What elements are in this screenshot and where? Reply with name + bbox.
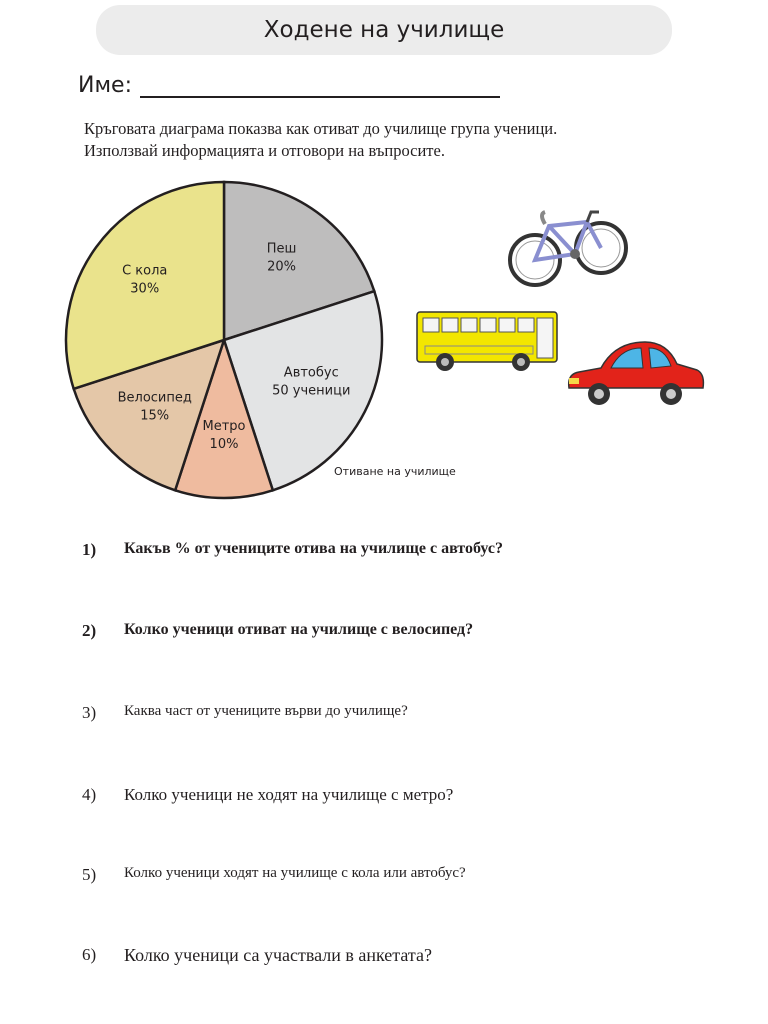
intro-text: [84, 118, 557, 162]
car-icon: [565, 338, 707, 410]
question-text: Колко ученици са участвали в анкетата?: [124, 945, 432, 965]
question-number: 1): [82, 540, 97, 559]
intro-line-2: Използвай информацията и отговори на въпросите.: [84, 141, 445, 160]
chart-caption: Отиване на училище: [334, 465, 456, 478]
question-text: Колко ученици не ходят на училище с метро?: [124, 785, 454, 804]
pie-slice-name-3: Велосипед: [117, 390, 192, 406]
pie-slice-label-0: 20%: [267, 259, 297, 275]
pie-slice-name-1: Автобус: [283, 365, 339, 381]
question-text: Какъв % от учениците отива на училище с автобус?: [124, 540, 503, 557]
question-6: [82, 945, 432, 966]
title-bar: [96, 5, 672, 55]
pie-slice-name-4: С кола: [122, 263, 168, 279]
pie-chart: [0, 170, 400, 500]
pie-slice-label-3: 15%: [140, 408, 170, 424]
question-2: [82, 621, 473, 641]
intro-line-1: Кръговата диаграма показва как отиват до училище група ученици.: [84, 119, 558, 138]
question-text: Колко ученици отиват на училище с велосипед?: [124, 621, 474, 638]
question-text: Каква част от учениците върви до училище?: [124, 703, 408, 719]
pie-slice-name-2: Метро: [202, 418, 246, 434]
name-label: Име:: [78, 73, 133, 98]
name-field[interactable]: [140, 72, 500, 98]
question-number: 4): [82, 785, 97, 804]
question-1: [82, 540, 503, 560]
question-number: 2): [82, 621, 97, 640]
pie-slice-name-0: Пеш: [266, 241, 297, 257]
question-number: 5): [82, 865, 97, 884]
pie-slice-label-4: 30%: [130, 281, 160, 297]
question-text: Колко ученици ходят на училище с кола или автобус?: [124, 865, 466, 881]
pie-slice-label-2: 10%: [209, 436, 239, 452]
question-3: [82, 703, 408, 723]
page-title: Ходене на училище: [263, 17, 505, 43]
bus-icon: [415, 310, 560, 375]
question-number: 6): [82, 945, 97, 964]
question-4: [82, 785, 453, 805]
bicycle-icon: [505, 208, 630, 288]
pie-slice-label-1: 50 ученици: [272, 383, 351, 399]
name-row: [78, 72, 500, 98]
question-number: 3): [82, 703, 97, 722]
question-5: [82, 865, 466, 885]
